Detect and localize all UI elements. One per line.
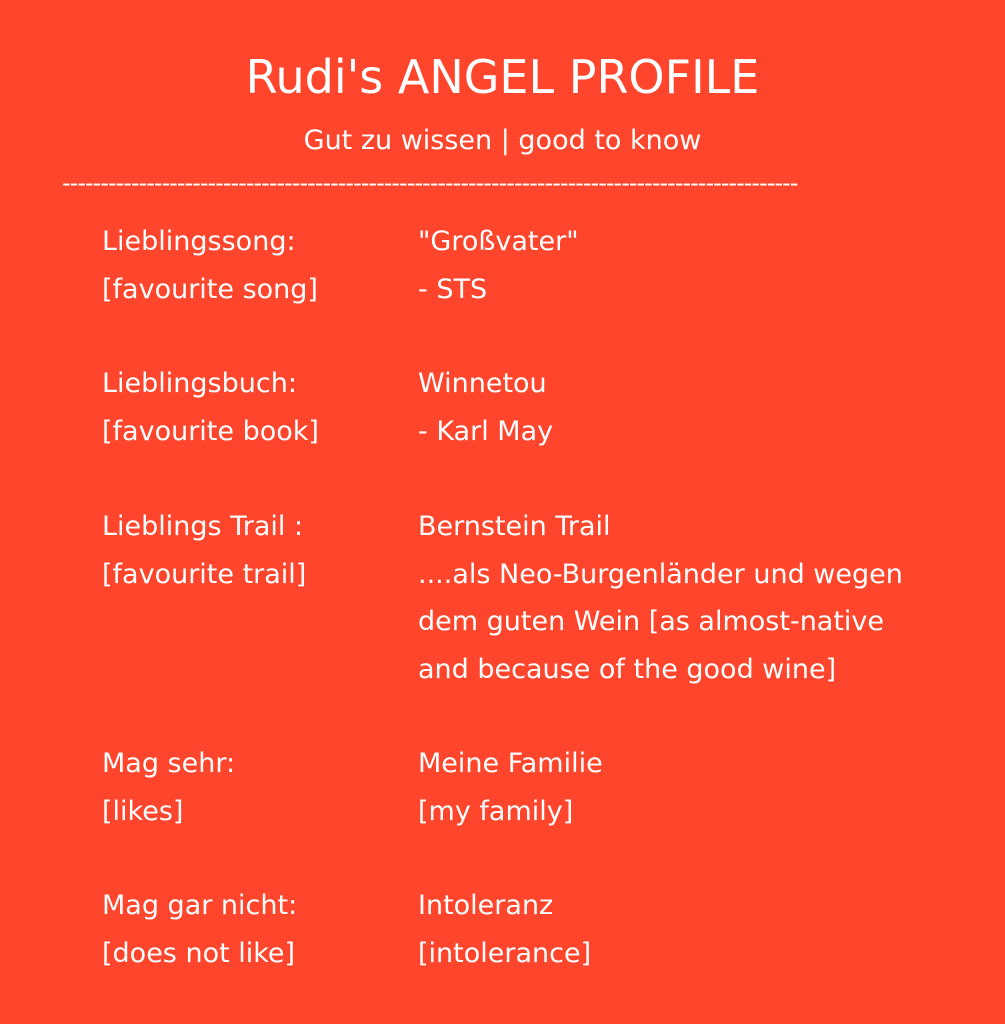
label-german: Mag gar nicht: <box>102 890 298 921</box>
entry-label <box>102 503 402 598</box>
value-line: and because of the good wine] <box>418 653 837 685</box>
label-german: Mag sehr: <box>102 748 236 779</box>
label-english: [likes] <box>102 795 184 827</box>
label-german: Lieblingssong: <box>102 226 296 257</box>
value-line: "Großvater" <box>418 226 579 257</box>
value-line: ....als Neo-Burgenländer und wegen <box>418 558 903 590</box>
value-line: [my family] <box>418 795 574 827</box>
value-line: Meine Familie <box>418 748 603 779</box>
dashed-divider: ------------------------------------------------------------------------------------------------ <box>62 169 798 197</box>
label-english: [favourite trail] <box>102 558 307 590</box>
label-english: [favourite song] <box>102 273 318 305</box>
entry-value <box>418 218 998 313</box>
entry-label <box>102 360 402 455</box>
label-english: [does not like] <box>102 937 296 969</box>
entry-label <box>102 740 402 835</box>
entry-value <box>418 740 998 835</box>
label-german: Lieblings Trail : <box>102 511 304 542</box>
entry-label <box>102 218 402 313</box>
label-english: [favourite book] <box>102 415 319 447</box>
value-line: Bernstein Trail <box>418 511 611 542</box>
value-line: Winnetou <box>418 368 547 399</box>
value-line: dem guten Wein [as almost-native <box>418 606 885 637</box>
entry-value <box>418 360 998 455</box>
value-line: [intolerance] <box>418 937 592 969</box>
entry-value <box>418 503 998 693</box>
entry-label <box>102 882 402 977</box>
page-subtitle: Gut zu wissen | good to know <box>303 125 702 156</box>
value-line: - Karl May <box>418 415 554 447</box>
entry-value <box>418 882 998 977</box>
value-line: - STS <box>418 273 488 305</box>
label-german: Lieblingsbuch: <box>102 368 297 399</box>
page-title: Rudi's ANGEL PROFILE <box>245 50 760 104</box>
value-line: Intoleranz <box>418 890 554 921</box>
